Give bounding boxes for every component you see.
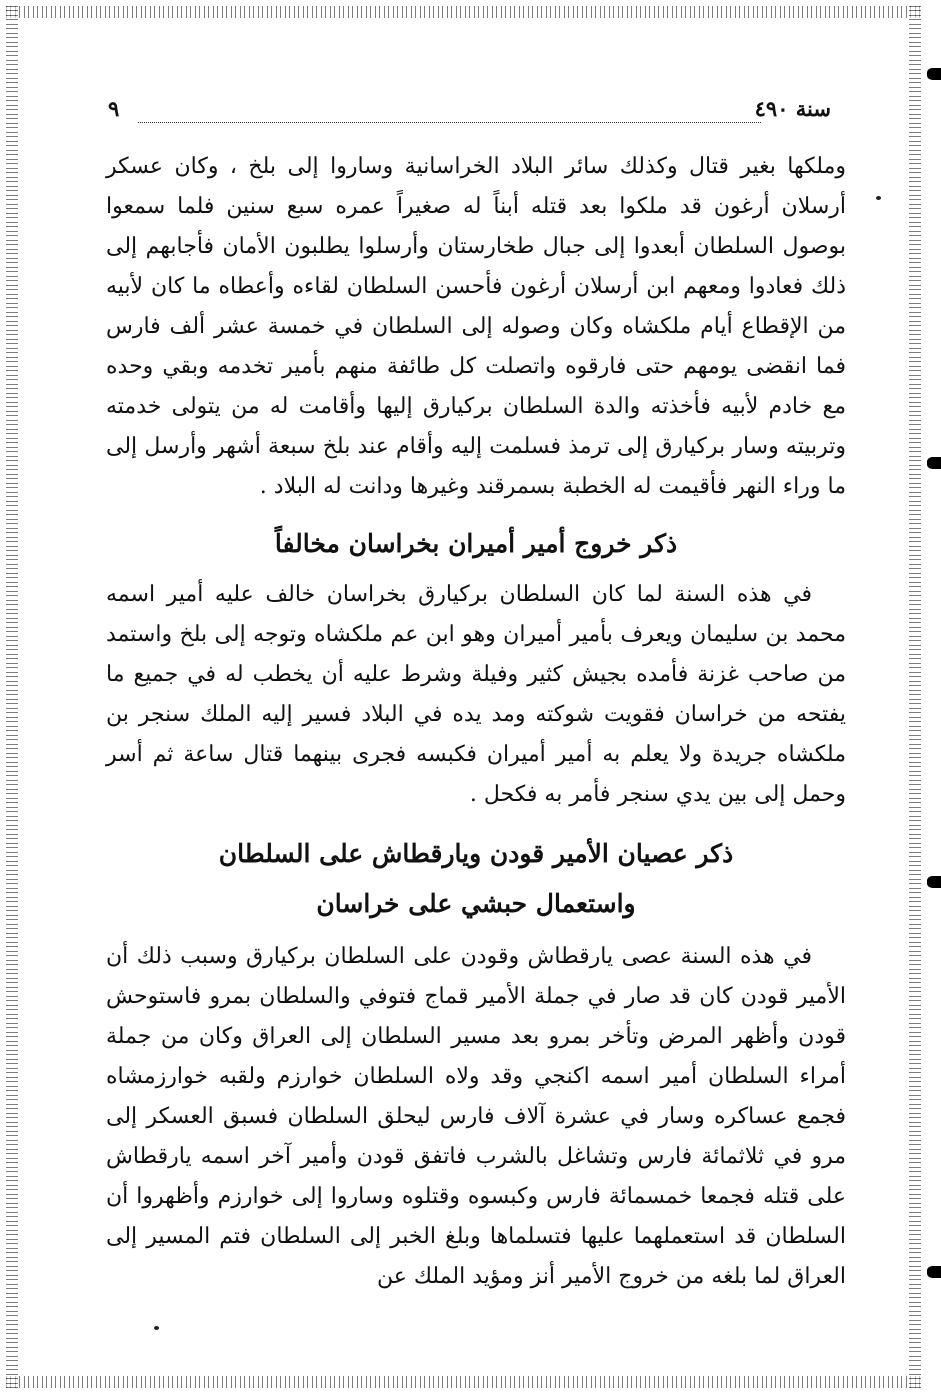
section-heading-qudan-line-1: ذكر عصيان الأمير قودن ويارقطاش على السلطان [218, 839, 734, 868]
margin-mark [927, 457, 941, 469]
paragraph-continuation: وملكها بغير قتال وكذلك سائر البلاد الخراسانية وساروا إلى بلخ ، وكان عسكر أرسلان أرغون قد ملكوا بعد قتله أبناً له صغيراً عمره سبع سنين فلما سمعوا بوصول السلطان أبعدوا إلى جبال طخارستان وأرسلوا يطلبون الأمان فأجابهم إلى ذلك فعادوا ومعهم ابن أرسلان أرغون فأحسن السلطان لقاءه وأعطاه ما كان لأبيه من الإقطاع أيام ملكشاه وكان وصوله إلى السلطان في خمسة عشر ألف فارس فما انقضى يومهم حتى فارقوه واتصلت كل طائفة منهم بأمير تخدمه وبقي وحده مع خادم لأبيه فأخذته والدة السلطان بركيارق إليها وأقامت له من يتولى خدمته وتربيته وسار بركيارق إلى ترمذ فسلمت إليه وأقام عند بلخ سبعة أشهر وأرسل إلى ما وراء النهر فأقيمت له الخطبة بسمرقند وغيرها ودانت له البلاد . [106, 154, 846, 499]
left-border-ornament [6, 6, 18, 1388]
paragraph-qudan: في هذه السنة عصى يارقطاش وقودن على السلطان بركيارق وسبب ذلك أن الأمير قودن كان قد صار في جملة الأمير قماج فتوفي والسلطان بمرو فاستوحش قودن وأظهر المرض وتأخر بمرو بعد مسير السلطان إلى العراق وكان من جملة أمراء السلطان أمير اسمه اكنجي وقد ولاه السلطان خوارزم ولقبه خوارزمشاه فجمع عساكره وسار في عشرة آلاف فارس ليحلق السلطان فسبق العسكر إلى مرو في ثلاثمائة فارس وتشاغل بالشرب فاتفق قودن وأمير آخر اسمه يارقطاش على قتله فجمعا خمسمائة فارس وكبسوه وقتلوه وساروا إلى خوارزم وأظهروا أن السلطان قد استعملهما عليها فتسلماها وبلغ الخبر إلى السلطان فتم المسير إلى العراق لما بلغه من خروج الأمير أنز ومؤيد الملك عن [106, 944, 846, 1289]
page-body [106, 147, 846, 1297]
section-heading-qudan-line-2: واستعمال حبشي على خراسان [316, 889, 636, 918]
bottom-border-ornament [6, 1376, 921, 1388]
header-year: سنة ٤٩٠ [754, 96, 831, 121]
speck [154, 1326, 159, 1330]
margin-mark [927, 1266, 941, 1278]
margin-mark [927, 876, 941, 888]
right-border-ornament [909, 6, 921, 1388]
running-header [108, 96, 831, 130]
margin-mark [927, 68, 941, 80]
header-dotted-rule [138, 122, 761, 123]
section-heading-amir-amiran: ذكر خروج أمير أميران بخراسان مخالفاً [274, 529, 678, 558]
top-border-ornament [6, 6, 921, 18]
speck [876, 196, 881, 200]
paragraph-amir-amiran: في هذه السنة لما كان السلطان بركيارق بخراسان خالف عليه أمير اسمه محمد بن سليمان ويعرف بأمير أميران وهو ابن عم ملكشاه وتوجه إلى بلخ واستمد من صاحب غزنة فأمده بجيش كثير وفيلة وشرط عليه أن يخطب له في جميع ما يفتحه من خراسان فقويت شوكته ومد يده في البلاد فسير إليه الملك سنجر بن ملكشاه جريدة ولا يعلم به أمير أميران فكبسه فجرى بينهما قتال ساعة ثم أسر وحمل إلى بين يدي سنجر فأمر به فكحل . [106, 582, 847, 807]
page-number: ٩ [108, 96, 120, 121]
